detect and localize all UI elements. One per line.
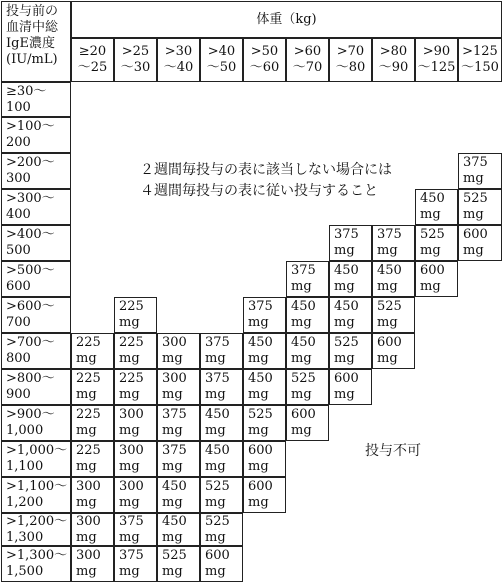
dose-cell: 600 mg [243, 441, 286, 477]
every-2-weeks-note: ２週間毎投与の表に該当しない場合には ４週間毎投与の表に従い投与すること [140, 162, 392, 199]
ige-header: 投与前の 血清中総 IgE濃度 (IU/mL) [1, 1, 71, 82]
ige-bin-header: >1,000〜 1,100 [1, 441, 71, 477]
dose-cell: 525 mg [157, 546, 200, 582]
dose-cell: 600 mg [372, 333, 415, 369]
ige-bin-header: >1,200〜 1,300 [1, 513, 71, 546]
dose-cell: 525 mg [372, 297, 415, 333]
ige-bin-header: ≥30〜 100 [1, 82, 71, 117]
dose-cell: 450 mg [415, 189, 458, 225]
dose-cell: 375 mg [329, 225, 372, 261]
ige-bin-header: >500〜 600 [1, 261, 71, 297]
ige-bin-header: >700〜 800 [1, 333, 71, 369]
not-allowed-label: 投与不可 [365, 443, 421, 459]
weight-bin-header: >70 〜80 [329, 38, 372, 82]
dose-cell: 450 mg [286, 297, 329, 333]
dose-cell: 600 mg [458, 225, 502, 261]
dose-cell: 600 mg [415, 261, 458, 297]
dose-cell: 300 mg [114, 441, 157, 477]
dose-cell: 375 mg [372, 225, 415, 261]
ige-bin-header: >300〜 400 [1, 189, 71, 225]
weight-bin-header: >30 〜40 [157, 38, 200, 82]
weight-bin-header: >125 〜150 [458, 38, 502, 82]
dose-cell: 375 mg [114, 546, 157, 582]
dose-cell: 375 mg [200, 369, 243, 405]
dose-cell: 225 mg [114, 333, 157, 369]
dose-cell: 300 mg [71, 477, 114, 513]
dose-cell: 225 mg [71, 369, 114, 405]
dose-cell: 600 mg [329, 369, 372, 405]
dose-cell: 300 mg [71, 513, 114, 546]
dose-cell: 450 mg [329, 261, 372, 297]
dose-cell: 450 mg [157, 477, 200, 513]
dose-cell: 225 mg [71, 405, 114, 441]
dose-cell: 450 mg [329, 297, 372, 333]
dose-cell: 450 mg [200, 441, 243, 477]
dose-cell: 375 mg [200, 333, 243, 369]
dose-cell: 600 mg [200, 546, 243, 582]
dose-cell: 375 mg [286, 261, 329, 297]
dose-cell: 450 mg [243, 369, 286, 405]
dose-cell: 300 mg [157, 369, 200, 405]
weight-header: 体重（kg) [71, 1, 502, 38]
dose-cell: 525 mg [329, 333, 372, 369]
weight-bin-header: >40 〜50 [200, 38, 243, 82]
weight-bin-header: >60 〜70 [286, 38, 329, 82]
weight-bin-header: >90 〜125 [415, 38, 458, 82]
dose-cell: 375 mg [157, 405, 200, 441]
ige-bin-header: >1,300〜 1,500 [1, 546, 71, 582]
weight-bin-header: >25 〜30 [114, 38, 157, 82]
ige-bin-header: >1,100〜 1,200 [1, 477, 71, 513]
dose-cell: 375 mg [458, 153, 502, 189]
dose-cell: 600 mg [286, 405, 329, 441]
dose-cell: 300 mg [157, 333, 200, 369]
dose-cell: 525 mg [243, 405, 286, 441]
dose-cell: 450 mg [372, 261, 415, 297]
dose-cell: 525 mg [200, 477, 243, 513]
dose-cell: 450 mg [243, 333, 286, 369]
dose-cell: 300 mg [114, 477, 157, 513]
dose-cell: 225 mg [114, 369, 157, 405]
dose-cell: 225 mg [71, 333, 114, 369]
weight-bin-header: >80 〜90 [372, 38, 415, 82]
weight-bin-header: ≥20 〜25 [71, 38, 114, 82]
dose-cell: 450 mg [286, 333, 329, 369]
dose-cell: 300 mg [71, 546, 114, 582]
ige-bin-header: >400〜 500 [1, 225, 71, 261]
dose-cell: 450 mg [200, 405, 243, 441]
ige-bin-header: >600〜 700 [1, 297, 71, 333]
dose-cell: 600 mg [243, 477, 286, 513]
ige-bin-header: >900〜 1,000 [1, 405, 71, 441]
dose-cell: 525 mg [415, 225, 458, 261]
dose-cell: 525 mg [200, 513, 243, 546]
dose-cell: 225 mg [114, 297, 157, 333]
dose-cell: 225 mg [71, 441, 114, 477]
ige-bin-header: >100〜 200 [1, 117, 71, 153]
dose-cell: 375 mg [157, 441, 200, 477]
ige-bin-header: >800〜 900 [1, 369, 71, 405]
dose-cell: 300 mg [114, 405, 157, 441]
dose-cell: 525 mg [286, 369, 329, 405]
dose-cell: 375 mg [243, 297, 286, 333]
dose-cell: 450 mg [157, 513, 200, 546]
dose-cell: 375 mg [114, 513, 157, 546]
dose-cell: 525 mg [458, 189, 502, 225]
ige-bin-header: >200〜 300 [1, 153, 71, 189]
weight-bin-header: >50 〜60 [243, 38, 286, 82]
